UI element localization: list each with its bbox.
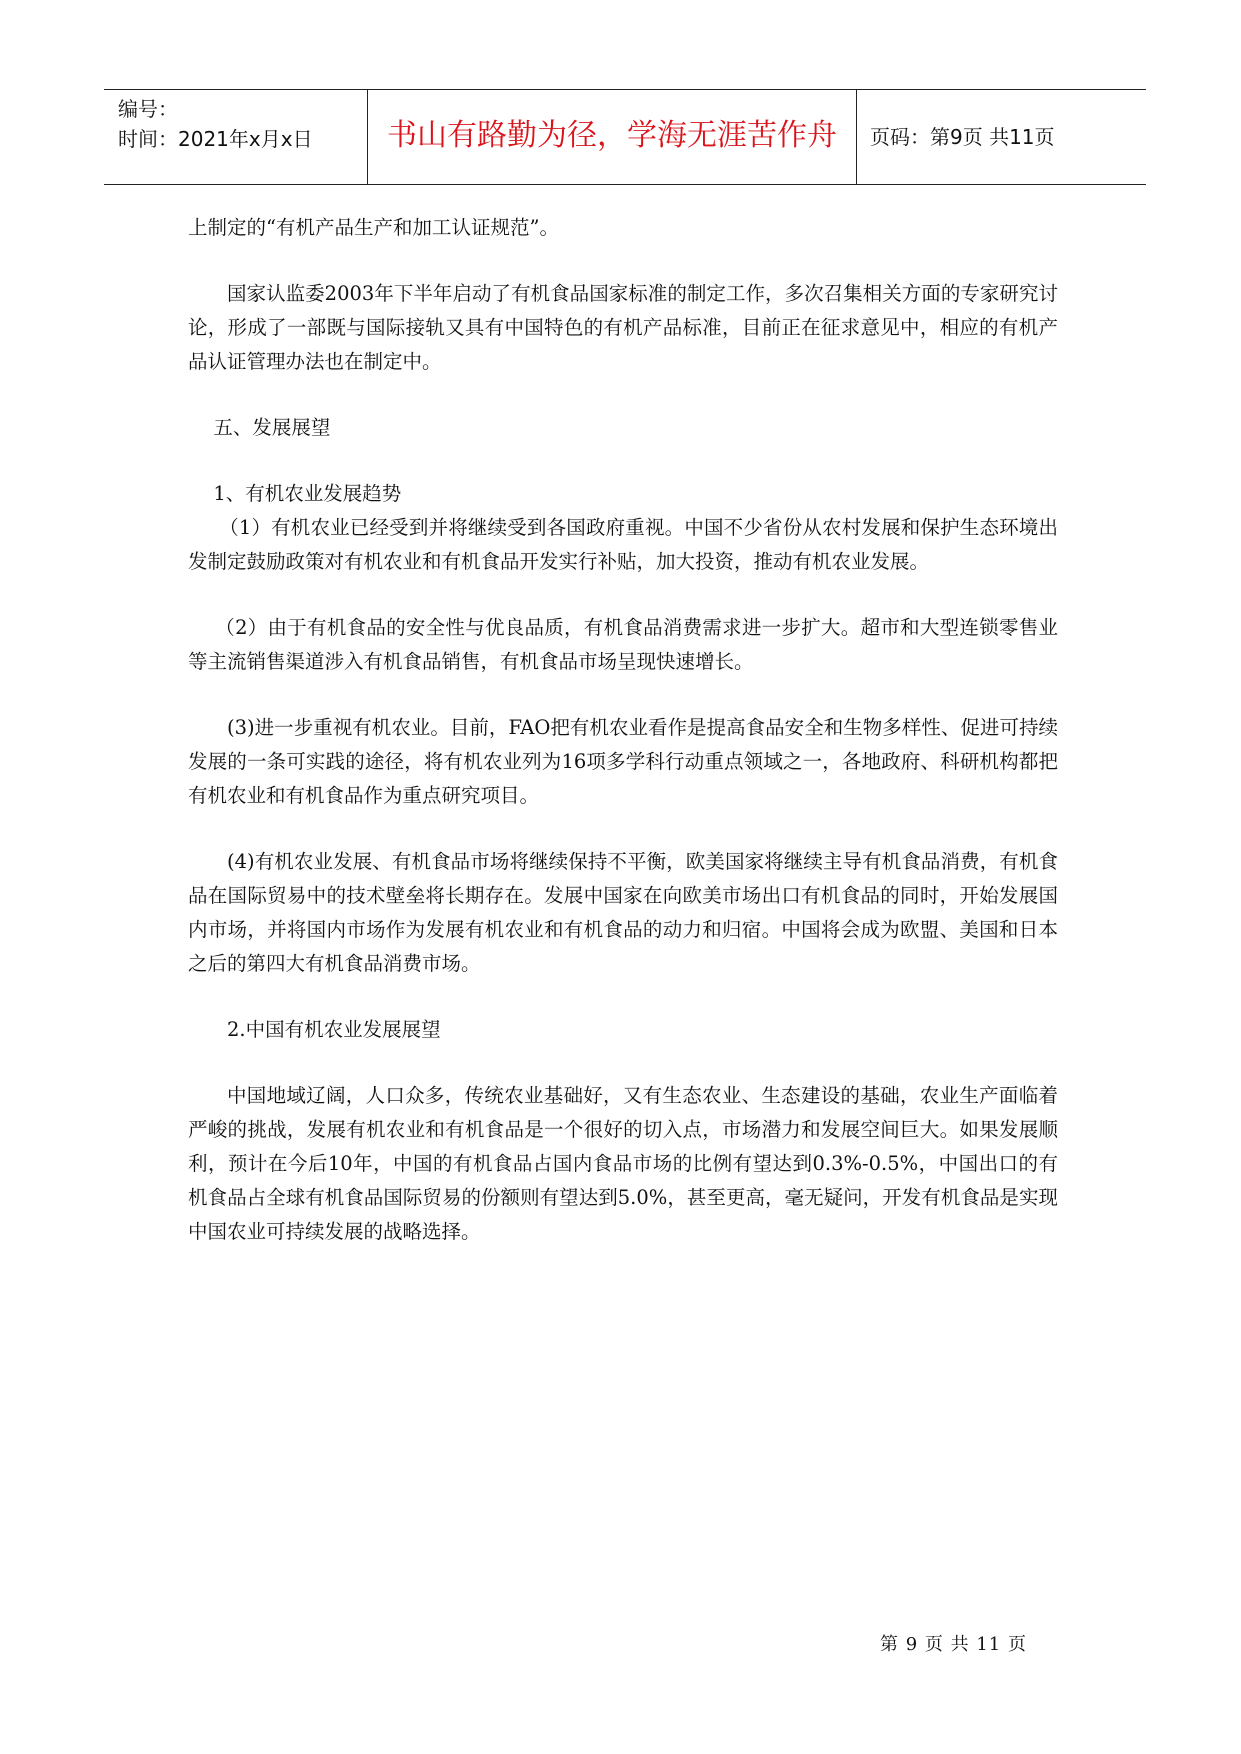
- section-heading-outlook: 五、发展展望: [213, 416, 331, 439]
- page-footer: 第 9 页 共 11 页: [880, 1634, 1027, 1655]
- subsection-heading-china-outlook: 2.中国有机农业发展展望: [227, 1018, 441, 1041]
- subsection-heading-trends: 1、有机农业发展趋势: [213, 482, 402, 505]
- header-divider-right: [856, 90, 857, 184]
- paragraph-trend-1: （1）有机农业已经受到并将继续受到各国政府重视。中国不少省份从农村发展和保护生态环境出发制定鼓励政策对有机农业和有机食品开发实行补贴，加大投资，推动有机农业发展。: [188, 516, 1058, 573]
- document-number-label: 编号：: [118, 97, 178, 121]
- header-motto: 书山有路勤为径，学海无涯苦作舟: [387, 118, 837, 153]
- paragraph-trend-3: (3)进一步重视有机农业。目前，FAO把有机农业看作是提高食品安全和生物多样性、促进可持续发展的一条可实践的途径，将有机农业列为16项多学科行动重点领域之一，各地政府、科研机构都把有机农业和有机食品作为重点研究项目。: [188, 716, 1058, 807]
- page-header: [104, 89, 1146, 185]
- paragraph-standards: 国家认监委2003年下半年启动了有机食品国家标准的制定工作，多次召集相关方面的专家研究讨论，形成了一部既与国际接轨又具有中国特色的有机产品标准，目前正在征求意见中，相应的有机产品认证管理办法也在制定中。: [188, 282, 1058, 373]
- header-meta: [118, 94, 313, 154]
- document-time-label: 时间：2021年x月x日: [118, 127, 313, 151]
- paragraph-trend-2: （2）由于有机食品的安全性与优良品质，有机食品消费需求进一步扩大。超市和大型连锁零售业等主流销售渠道涉入有机食品销售，有机食品市场呈现快速增长。: [188, 616, 1058, 673]
- paragraph-china-outlook: 中国地域辽阔，人口众多，传统农业基础好，又有生态农业、生态建设的基础，农业生产面临着严峻的挑战，发展有机农业和有机食品是一个很好的切入点，市场潜力和发展空间巨大。如果发展顺利，预计在今后10年，中国的有机食品占国内食品市场的比例有望达到0.3%-0.5%，中国出口的有机食品占全球有机食品国际贸易的份额则有望达到5.0%，甚至更高，毫无疑问，开发有机食品是实现中国农业可持续发展的战略选择。: [188, 1084, 1058, 1243]
- document-body: [188, 211, 1058, 1281]
- paragraph-trend-4: (4)有机农业发展、有机食品市场将继续保持不平衡，欧美国家将继续主导有机食品消费，有机食品在国际贸易中的技术壁垒将长期存在。发展中国家在向欧美市场出口有机食品的同时，开始发展国内市场，并将国内市场作为发展有机农业和有机食品的动力和归宿。中国将会成为欧盟、美国和日本之后的第四大有机食品消费市场。: [188, 850, 1058, 975]
- header-page-number: 页码：第9页 共11页: [870, 125, 1055, 149]
- paragraph-continuation: 上制定的“有机产品生产和加工认证规范”。: [188, 216, 559, 239]
